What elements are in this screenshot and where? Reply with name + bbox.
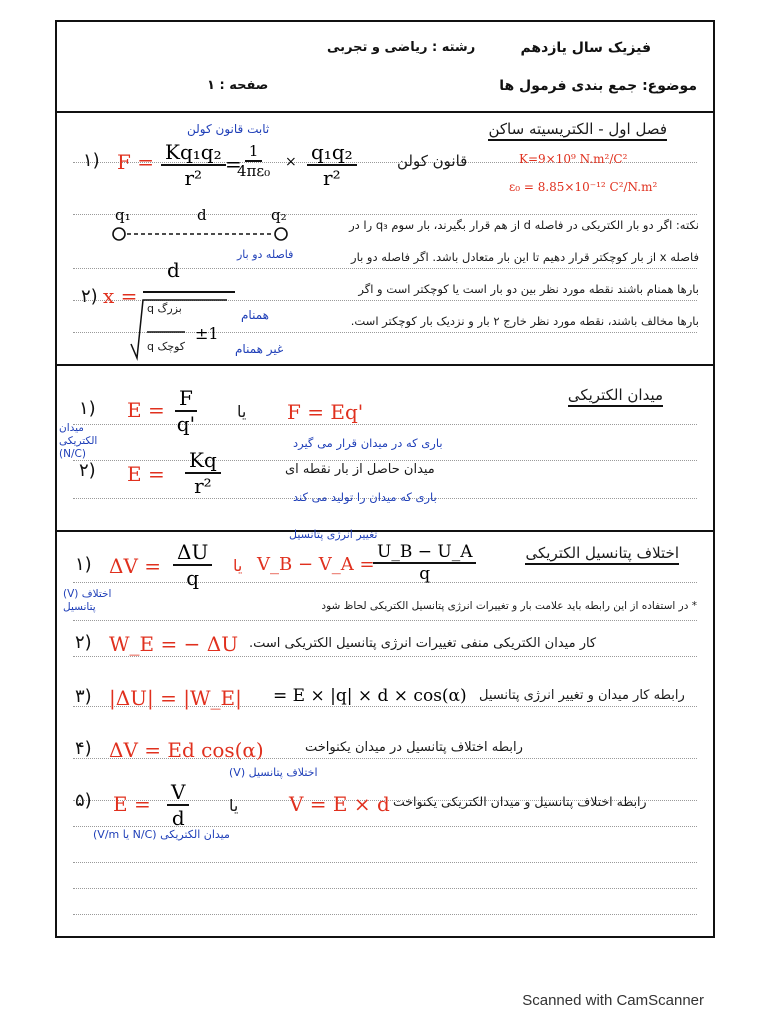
ruled-line (73, 620, 697, 621)
point-field-label: میدان حاصل از بار نقطه ای (285, 462, 435, 477)
work-formula: W_E = − ΔU (109, 632, 239, 656)
formula-number: ۲) (81, 286, 98, 307)
fraction-numerator: ΔU (173, 540, 212, 566)
x-root-bottom: q کوچک (147, 340, 186, 353)
potential-unit-note: (V) اختلاف پتانسیل (63, 588, 112, 613)
ruled-line (73, 888, 697, 889)
x-plus-minus: ±1 (195, 324, 219, 343)
fraction-numerator: V (167, 780, 189, 806)
fraction-numerator: Kq₁q₂ (161, 140, 226, 166)
fraction-denominator: q (186, 566, 200, 590)
uniform-potential-formula: ΔV = Ed cos(α) (109, 738, 264, 762)
distance-note: فاصله دو بار (237, 248, 294, 261)
formula-number: ۲) (75, 632, 92, 653)
epsilon-constant-value: ε₀ = 8.85×10⁻¹² C²/N.m² (509, 180, 658, 194)
fraction-numerator: Kq (185, 448, 221, 474)
section1-title (488, 120, 667, 138)
energy-work-expansion: = E × |q| × d × cos(α) (273, 686, 467, 706)
field-lhs: E = (127, 398, 165, 422)
subject-title: فیزیک سال یازدهم (520, 40, 651, 56)
times-sign: × (285, 154, 297, 170)
coulomb-fraction-3 (307, 140, 357, 190)
formula-number: ۵) (75, 790, 92, 811)
probe-charge-note: باری که در میدان قرار می گیرد (293, 436, 443, 450)
header-divider (57, 111, 713, 113)
note-line-2: فاصله x از بار کوچکتر قرار دهیم تا این بار متعادل باشد. اگر فاصله دو بار (351, 250, 699, 264)
opposite-sign-note: غیر همنام (235, 342, 284, 356)
voltage-alt-formula: V = E × d (289, 792, 390, 816)
header-row-2 (57, 78, 713, 104)
potential-fraction (173, 540, 212, 590)
field-units-note: میدان الکتریکی (N/C یا V/m) (93, 828, 230, 841)
energy-work-formula: |ΔU| = |W_E| (109, 686, 242, 710)
x-numerator: d (167, 258, 180, 282)
sign-convention-note: * در استفاده از این رابطه باید علامت بار و تغییرات انرژی پتانسیل الکتریکی لحاظ شود (321, 600, 697, 612)
work-formula-label: کار میدان الکتریکی منفی تغییرات انرژی پتانسیل الکتریکی است. (249, 636, 597, 651)
ruled-line (73, 656, 697, 657)
x-root-top: q بزرگ (147, 302, 182, 315)
fraction-denominator: d (171, 806, 185, 830)
k-constant-value: K=9×10⁹ N.m²/C² (519, 152, 628, 166)
ruled-line (73, 460, 697, 461)
section2-title (568, 386, 663, 404)
point-field-lhs: E = (127, 462, 165, 486)
same-sign-note: همنام (241, 308, 269, 322)
uniform-potential-label: رابطه اختلاف پتانسیل در میدان یکنواخت (305, 740, 523, 755)
charge-q1-label: q₁ (115, 206, 131, 224)
formula-number: ۲) (79, 460, 96, 481)
fraction-denominator: q' (176, 412, 196, 436)
energy-change-note: تغییر انرژی پتانسیل (289, 528, 378, 541)
fraction-denominator: 4πε₀ (237, 162, 271, 180)
fraction-denominator: r² (184, 166, 203, 190)
fraction-denominator: q (419, 564, 431, 584)
distance-d-label: d (197, 206, 207, 224)
equals-sign: = (225, 152, 242, 176)
note-line-3: بارها همنام باشند نقطه مورد نظر بین دو بار است یا کوچکتر است و اگر (358, 282, 699, 296)
section-divider (57, 530, 713, 532)
potential-lhs: ΔV = (109, 554, 162, 578)
energy-work-label: رابطه کار میدان و تغییر انرژی پتانسیل (479, 688, 685, 703)
fraction-numerator: F (175, 386, 197, 412)
scanner-watermark: Scanned with CamScanner (522, 992, 704, 1009)
fraction-numerator: U_B − U_A (373, 542, 476, 564)
field-unit-note: میدان الکتریکی (N/C) (59, 422, 98, 460)
section2-title-text: میدان الکتریکی (568, 386, 663, 407)
header-row-1 (57, 40, 713, 66)
charge-q1-circle (113, 228, 125, 240)
formula-number: ۱) (79, 398, 96, 419)
ruled-line (73, 862, 697, 863)
charge-q2-label: q₂ (271, 206, 287, 224)
coulomb-lhs: F = (117, 150, 154, 174)
worksheet-page (55, 20, 715, 938)
note-line-4: بارها مخالف باشند، نقطه مورد نظر خارج ۲ بار و نزدیک بار کوچکتر است. (350, 314, 699, 328)
source-charge-note: باری که میدان را تولید می کند (293, 490, 437, 504)
force-alt-formula: F = Eq' (287, 400, 364, 424)
page-number: صفحه : ۱ (207, 78, 269, 93)
or-word: یا (237, 402, 247, 421)
potential-difference-note: اختلاف پتانسیل (V) (229, 766, 318, 779)
coulomb-law-label: قانون کولن (397, 152, 468, 170)
topic-label: موضوع: جمع بندی فرمول ها (499, 78, 697, 94)
or-word: یا (229, 796, 239, 815)
x-lhs: x = (103, 284, 138, 308)
section-divider (57, 364, 713, 366)
coulomb-fraction-2 (237, 142, 270, 180)
fraction-numerator: 1 (245, 142, 263, 162)
section3-title (525, 544, 679, 562)
ruled-line (73, 424, 697, 425)
section1-title-text: فصل اول - الکتریسیته ساکن (488, 120, 667, 141)
formula-number: ۳) (75, 686, 92, 707)
potential-difference: V_B − V_A = (257, 554, 375, 575)
ruled-line (73, 914, 697, 915)
uniform-field-fraction (167, 780, 189, 830)
coulomb-fraction-1 (161, 140, 226, 190)
note-line-1: نکته: اگر دو بار الکتریکی در فاصله d از هم قرار بگیرند، بار سوم q₃ را در (349, 218, 699, 232)
or-word: یا (233, 556, 243, 575)
field-fraction (175, 386, 197, 436)
fraction-denominator: r² (194, 474, 212, 498)
coulomb-constant-note: ثابت قانون کولن (187, 122, 270, 136)
energy-difference-fraction (373, 542, 476, 584)
uniform-field-label: رابطه اختلاف پتانسیل و میدان الکتریکی یکنواخت (393, 794, 647, 809)
charge-q2-circle (275, 228, 287, 240)
formula-number: ۱) (75, 554, 92, 575)
fraction-denominator: r² (323, 166, 341, 190)
uniform-field-lhs: E = (113, 792, 151, 816)
field-label: رشته : ریاضی و تجربی (327, 40, 476, 55)
formula-number: ۴) (75, 738, 92, 759)
section3-title-text: اختلاف پتانسیل الکتریکی (525, 544, 679, 565)
formula-number: ۱) (83, 150, 100, 171)
fraction-numerator: q₁q₂ (307, 140, 357, 166)
point-field-fraction (185, 448, 221, 498)
